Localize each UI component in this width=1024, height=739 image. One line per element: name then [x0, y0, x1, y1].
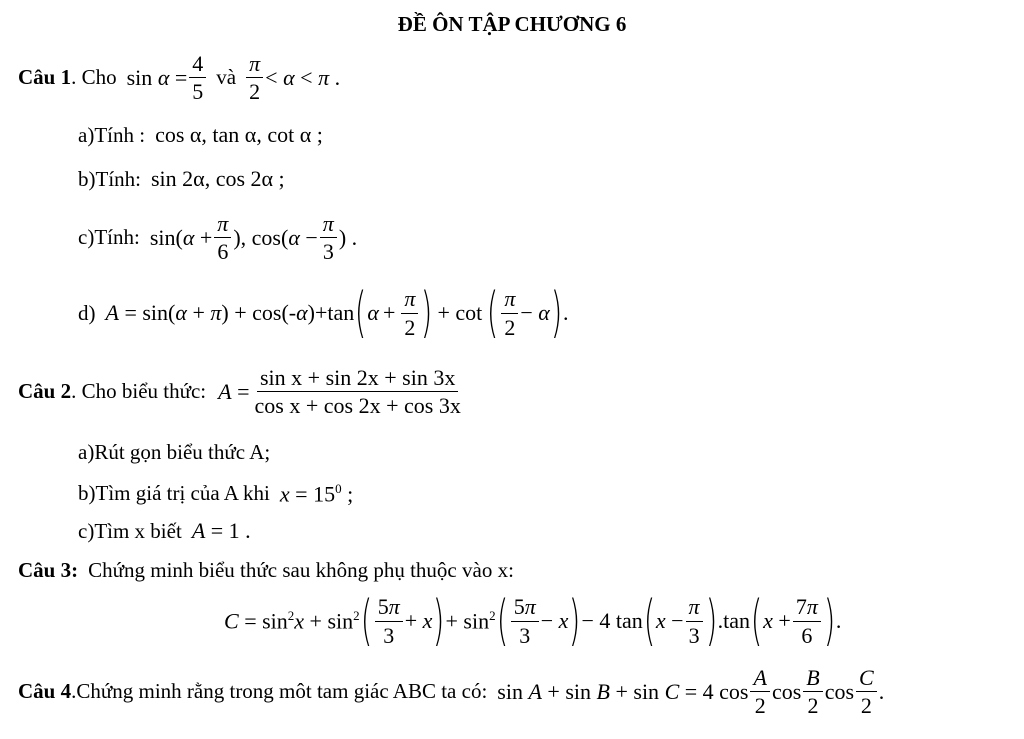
fraction-pi-2: $\frac{\pi}{2}$ [246, 52, 263, 103]
q2-c-text: c)Tìm x biết [78, 518, 182, 543]
fraction-4-5: $\frac{4}{5}$ [189, 52, 206, 103]
q1-c-label: c)Tính: [78, 225, 140, 250]
q2-b-expr: $x = 15^0$ ; [279, 481, 354, 507]
q1-b-label: b)Tính: [78, 166, 141, 191]
fraction-pi-6: $\frac{\pi}{6}$ [214, 212, 231, 263]
q2-part-a: a)Rút gọn biểu thức A; [78, 440, 271, 464]
q1-part-d: d) A = sin(α + π) + cos(-α)+tan ( α + $\frac{\pi}{2}$ ) + cot ( $\frac{\pi}{2}$ − α ) . [78, 281, 569, 344]
q1-a-label: a)Tính : [78, 122, 146, 147]
q3-expr: $C = \sin^2x + \sin^2$ ( $\frac{5\pi}{3}$ + x ) + $\sin^2$ ( $\frac{5\pi}{3}$ − x ) − 4 tan ( x − $\frac{\pi}{3}$ ) .tan ( x + $\frac{7\pi}{6}$ ) . [224, 589, 842, 652]
q2-numerator: sin x + sin 2x + sin 3x [257, 366, 458, 392]
q1-b-expr: sin 2α, cos 2α ; [151, 166, 285, 191]
q2-denominator: cos x + cos 2x + cos 3x [254, 393, 461, 419]
q2-c-expr: A = 1 . [191, 518, 251, 543]
question-1-intro: . Cho [71, 65, 117, 90]
question-2-label: Câu 2 [18, 379, 72, 404]
q1-part-b [78, 168, 285, 190]
question-3-label: Câu 3: [18, 558, 79, 582]
fraction-pi-3: $\frac{\pi}{3}$ [320, 212, 337, 263]
alpha-range-expr: < α < π . [265, 64, 341, 90]
q1-d-label: d) [78, 300, 96, 325]
q2-b-text: b)Tìm giá trị của A khi [78, 481, 270, 506]
q1-d-expr: A = sin(α + π) + cos(-α)+tan [105, 300, 355, 325]
sin-alpha-expr: sin α = [126, 64, 188, 90]
page-title: ĐỀ ÔN TẬP CHƯƠNG 6 [397, 12, 627, 36]
question-3-text: Chứng minh biểu thức sau không phụ thuộc vào x: [88, 558, 514, 582]
question-4-line: Câu 4 .Chứng minh rằng trong môt tam giác ABC ta có: sin A + sin B + sin C = 4 cos $\frac{A}{2}$ cos $\frac{B}{2}$ cos $\frac{C}{2}$ . [18, 665, 885, 719]
q1-part-a [78, 124, 323, 146]
q2-part-b [78, 482, 353, 505]
q2-fraction [252, 366, 464, 417]
q1-a-expr: cos α, tan α, cot α ; [155, 122, 323, 147]
question-1-line [18, 52, 340, 103]
q1-part-c: c)Tính: sin(α + $\frac{\pi}{6}$ ), cos(α − $\frac{\pi}{3}$ ) . [78, 211, 358, 265]
q1-c-expr: sin(α + [149, 224, 213, 250]
conjunction: và [216, 65, 237, 90]
question-2-line: Câu 2 . Cho biểu thức: A = $\frac{\text{sin x + sin 2x + sin 3x}}{\text{cos x + cos 2x + cos 3x}}$ [18, 366, 466, 417]
question-1-label: Câu 1 [18, 65, 72, 90]
question-3-line [18, 560, 514, 581]
question-2-intro: . Cho biểu thức: [71, 379, 207, 404]
question-4-text: .Chứng minh rằng trong môt tam giác ABC ta có: [71, 679, 488, 704]
question-4-label: Câu 4 [18, 679, 72, 704]
q2-part-c [78, 520, 251, 542]
